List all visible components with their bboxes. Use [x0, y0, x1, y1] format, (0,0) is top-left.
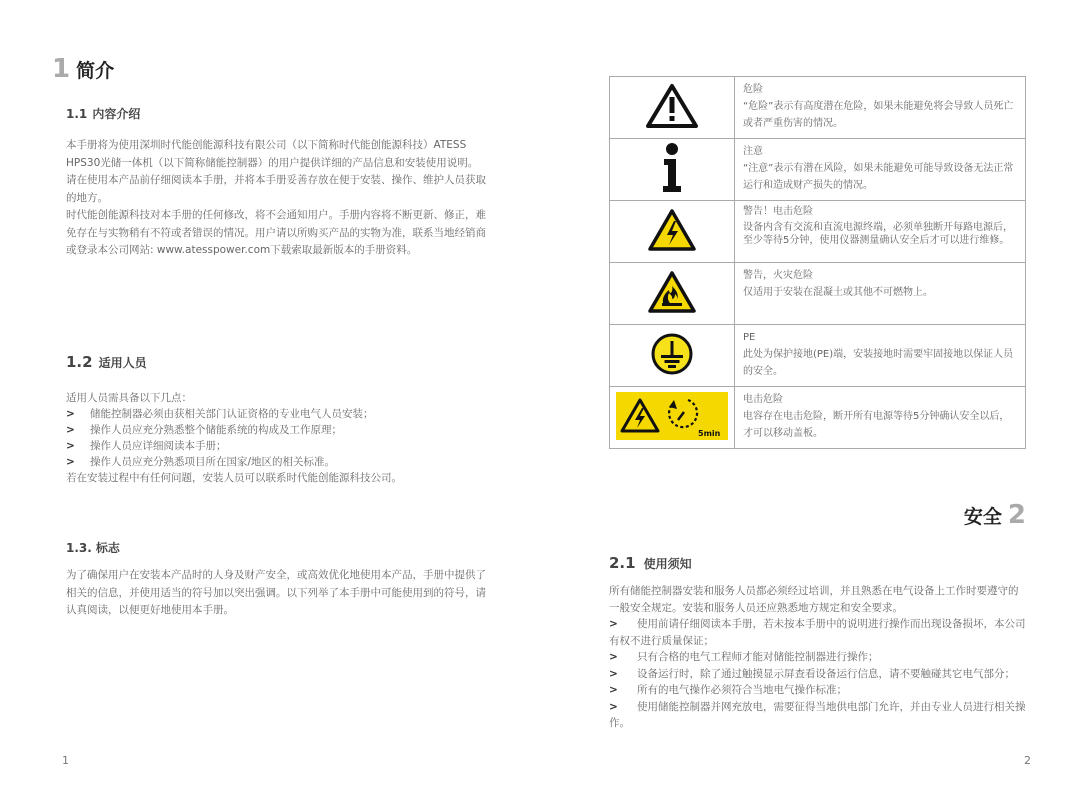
symbol-description: [735, 263, 1026, 325]
electric-shock-icon: [610, 201, 735, 263]
symbol-title: 注意: [743, 146, 763, 157]
fire-hazard-icon: [610, 263, 735, 325]
symbol-title: 危险: [743, 84, 763, 95]
table-row: [610, 201, 1026, 263]
chapter-number: 2: [1007, 500, 1026, 530]
section-1-1-body: [66, 137, 486, 260]
list-item: > 操作人员应充分熟悉项目所在国家/地区的相关标准。: [66, 456, 336, 468]
table-row: [610, 139, 1026, 201]
list-item: > 只有合格的电气工程师才能对储能控制器进行操作；: [609, 651, 879, 663]
chapter-number: 1: [52, 54, 71, 84]
chapter-title: 安全: [963, 506, 1002, 528]
symbol-text: 此处为保护接地(PE)端，安装接地时需要牢固接地以保证人员的安全。: [743, 349, 1014, 377]
page-number-left: 1: [62, 754, 69, 767]
list-item: > 操作人员应充分熟悉整个储能系统的构成及工作原理；: [66, 424, 342, 436]
list-item: > 操作人员应详细阅读本手册；: [66, 440, 227, 452]
chapter-title: 简介: [76, 60, 115, 82]
section-heading-2-1: [609, 554, 692, 572]
section-title: 标志: [95, 541, 120, 555]
notice-info-icon: [610, 139, 735, 201]
section-title: 适用人员: [98, 356, 147, 370]
section-title: 内容介绍: [92, 107, 141, 121]
shock-5min-icon: [610, 387, 735, 449]
page-number-right: 2: [1024, 754, 1031, 767]
symbol-title: 警告，火灾危险: [743, 270, 813, 281]
symbol-text: 仅适用于安装在混凝土或其他不可燃物上。: [743, 287, 933, 298]
symbol-description: [735, 139, 1026, 201]
symbol-description: [735, 387, 1026, 449]
symbol-title: 电击危险: [743, 394, 783, 405]
list-item: > 储能控制器必须由获相关部门认证资格的专业电气人员安装；: [66, 408, 374, 420]
list-item: > 所有的电气操作必须符合当地电气操作标准；: [609, 684, 847, 696]
chapter-heading: [52, 54, 114, 84]
paragraph: 本手册将为使用深圳时代能创能源科技有限公司（以下简称时代能创能源科技）ATESS HPS30光储一体机（以下简称储能控制器）的用户提供详细的产品信息和安装使用说明。: [66, 139, 479, 169]
symbol-description: [735, 325, 1026, 387]
section-title: 使用须知: [643, 557, 692, 571]
outro-text: 若在安装过程中有任何问题，安装人员可以联系时代能创能源科技公司。: [66, 472, 402, 484]
table-row: [610, 263, 1026, 325]
intro-text: 所有储能控制器安装和服务人员都必须经过培训，并且熟悉在电气设备上工作时要遵守的一般安全规定。安装和服务人员还应熟悉地方规定和安全要求。: [609, 585, 1019, 614]
section-number: 1.2: [66, 353, 93, 371]
table-row: [610, 77, 1026, 139]
section-1-3-body: 为了确保用户在安装本产品时的人身及财产安全，或高效优化地使用本产品，手册中提供了相关的信息，并使用适当的符号加以突出强调。以下列举了本手册中可能使用到的符号，请认真阅读，以便更好地使用本手册。: [66, 569, 486, 616]
symbol-title: 警告！电击危险: [743, 206, 813, 217]
icon-label: 5min: [698, 428, 721, 438]
symbol-text: “危险”表示有高度潜在危险，如果未能避免将会导致人员死亡或者严重伤害的情况。: [743, 101, 1014, 129]
danger-warning-icon: [610, 77, 735, 139]
symbol-description: [735, 201, 1026, 263]
table-row: [610, 325, 1026, 387]
section-number: 1.3.: [66, 541, 92, 555]
chapter-heading-2: [964, 500, 1026, 530]
paragraph: 时代能创能源科技对本手册的任何修改，将不会通知用户。手册内容将不断更新、修正，难免存在与实物稍有不符或者错误的情况。用户请以所购买产品的实物为准，联系当地经销商或登录本公司网站: www.atesspower.com下载索取最新版本的手册资料。: [66, 209, 486, 256]
table-row: [610, 387, 1026, 449]
section-1-2-body: [66, 390, 496, 486]
list-item: > 使用前请仔细阅读本手册，若未按本手册中的说明进行操作而出现设备损坏，本公司有权不进行质量保证；: [609, 618, 1026, 647]
symbol-text: “注意”表示有潜在风险，如果未能避免可能导致设备无法正常运行和造成财产损失的情况。: [743, 163, 1014, 191]
section-heading-1-1: [66, 103, 140, 122]
symbol-text: 设备内含有交流和直流电源终端，必须单独断开每路电源后，至少等待5分钟，使用仪器测量确认安全后才可以进行维修。: [743, 222, 1013, 246]
intro-text: 适用人员需具备以下几点：: [66, 392, 192, 404]
symbol-description: [735, 77, 1026, 139]
section-2-1-body: [609, 583, 1027, 732]
section-number: 1.1: [66, 107, 88, 121]
section-number: 2.1: [609, 554, 636, 572]
symbol-title: PE: [743, 332, 756, 343]
symbol-text: 电容存在电击危险，断开所有电源等待5分钟确认安全以后，才可以移动盖板。: [743, 411, 1010, 439]
section-heading-1-2: [66, 353, 147, 371]
protective-earth-icon: [610, 325, 735, 387]
list-item: > 使用储能控制器并网充放电，需要征得当地供电部门允许，并由专业人员进行相关操作。: [609, 700, 1026, 729]
symbol-table: [609, 76, 1026, 449]
list-item: > 设备运行时，除了通过触摸显示屏查看设备运行信息，请不要触碰其它电气部分；: [609, 667, 1015, 680]
paragraph: 请在使用本产品前仔细阅读本手册，并将本手册妥善存放在便于安装、操作、维护人员获取的地方。: [66, 174, 486, 204]
section-heading-1-3: [66, 539, 120, 556]
